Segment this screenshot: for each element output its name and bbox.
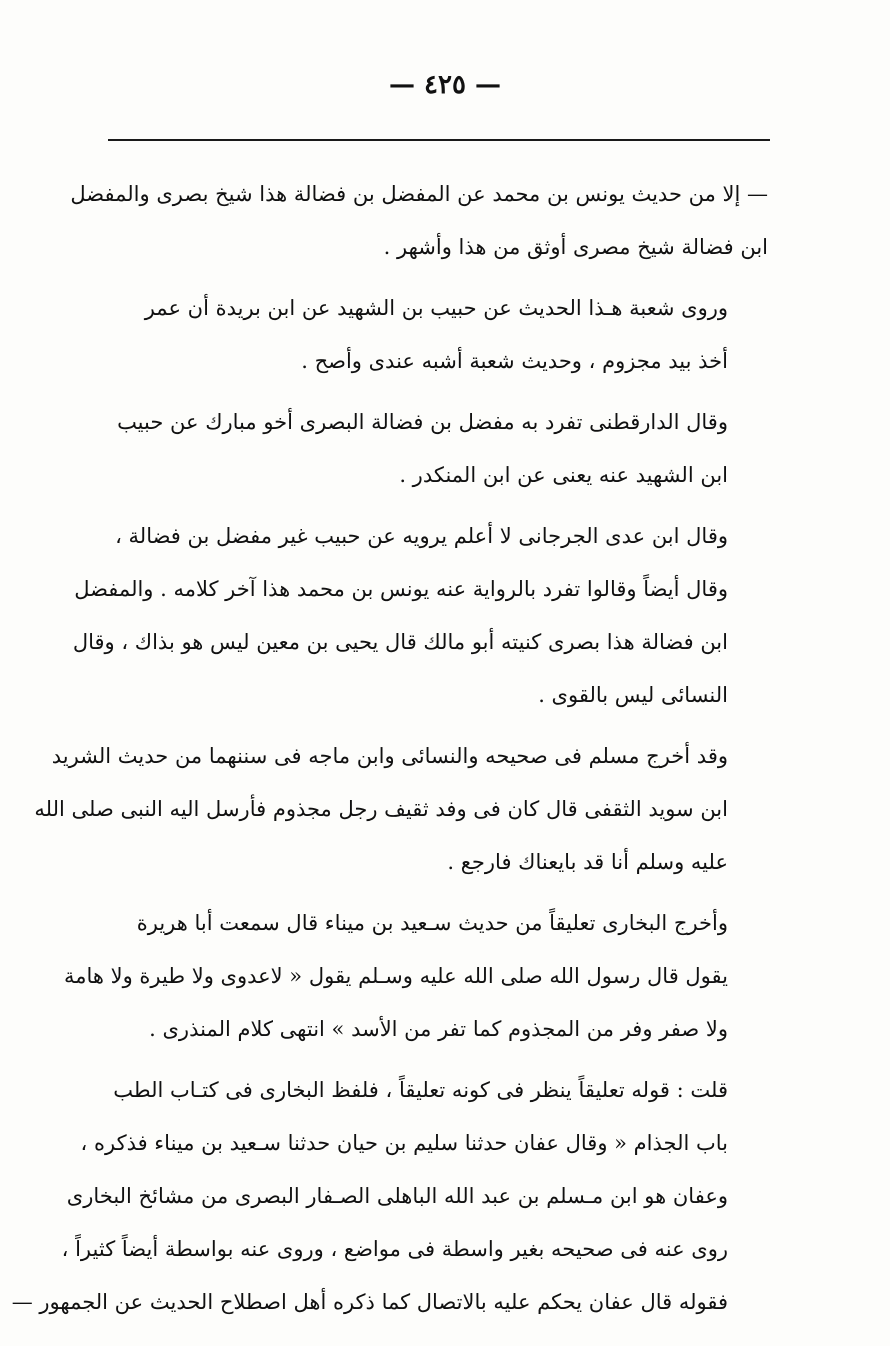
text-line: — إلا من حديث يونس بن محمد عن المفضل بن فضالة هذا شيخ بصرى والمفضل [70, 182, 768, 206]
text-line: باب الجذام « وقال عفان حدثنا سليم بن حيان حدثنا سـعيد بن ميناء فذكره ، [80, 1131, 728, 1155]
text-line: ابن فضالة هذا بصرى كنيته أبو مالك قال يحيى بن معين ليس هو بذاك ، وقال [72, 630, 728, 654]
page-number: — ٤٢٥ — [388, 70, 502, 100]
text-line: وعفان هو ابن مـسلم بن عبد الله الباهلى الصـفار البصرى من مشائخ البخارى [66, 1184, 728, 1208]
text-line: فقوله قال عفان يحكم عليه بالاتصال كما ذكره أهل اصطلاح الحديث عن الجمهور — [11, 1290, 728, 1314]
text-line: ابن سويد الثقفى قال كان فى وفد ثقيف رجل مجذوم فأرسل اليه النبى صلى الله [34, 797, 728, 821]
body-text [11, 168, 768, 1337]
text-line: ابن الشهيد عنه يعنى عن ابن المنكدر . [399, 463, 728, 487]
text-line: أخذ بيد مجزوم ، وحديث شعبة أشبه عندى وأصح . [301, 349, 728, 373]
text-line: وقال أيضاً وقالوا تفرد بالرواية عنه يونس بن محمد هذا آخر كلامه . والمفضل [74, 577, 728, 601]
text-line: يقول قال رسول الله صلى الله عليه وسـلم يقول « لاعدوى ولا طيرة ولا هامة [63, 964, 728, 988]
text-line: وقال ابن عدى الجرجانى لا أعلم يرويه عن حبيب غير مفضل بن فضالة ، [115, 524, 728, 548]
text-line: ولا صفر وفر من المجذوم كما تفر من الأسد » انتهى كلام المنذرى . [149, 1017, 728, 1041]
paragraph [34, 730, 768, 889]
text-line: عليه وسلم أنا قد بايعناك فارجع . [447, 850, 728, 874]
paragraph [63, 897, 768, 1056]
paragraph [11, 1064, 768, 1329]
text-line: وروى شعبة هـذا الحديث عن حبيب بن الشهيد عن ابن بريدة أن عمر [144, 296, 728, 320]
header-rule [108, 139, 770, 141]
paragraph [108, 396, 768, 502]
text-line: وأخرج البخارى تعليقاً من حديث سـعيد بن ميناء قال سمعت أبا هريرة [136, 911, 728, 935]
text-line: روى عنه فى صحيحه بغير واسطة فى مواضع ، وروى عنه بواسطة أيضاً كثيراً ، [61, 1237, 728, 1261]
paragraph [72, 510, 768, 722]
text-line: النسائى ليس بالقوى . [538, 683, 728, 707]
paragraph [70, 168, 768, 274]
text-line: وقد أخرج مسلم فى صحيحه والنسائى وابن ماجه فى سننهما من حديث الشريد [51, 744, 728, 768]
paragraph [108, 282, 768, 388]
text-line: ابن فضالة شيخ مصرى أوثق من هذا وأشهر . [383, 235, 768, 259]
text-line: وقال الدارقطنى تفرد به مفضل بن فضالة البصرى أخو مبارك عن حبيب [117, 410, 728, 434]
text-line: قلت : قوله تعليقاً ينظر فى كونه تعليقاً ، فلفظ البخارى فى كتـاب الطب [113, 1078, 728, 1102]
